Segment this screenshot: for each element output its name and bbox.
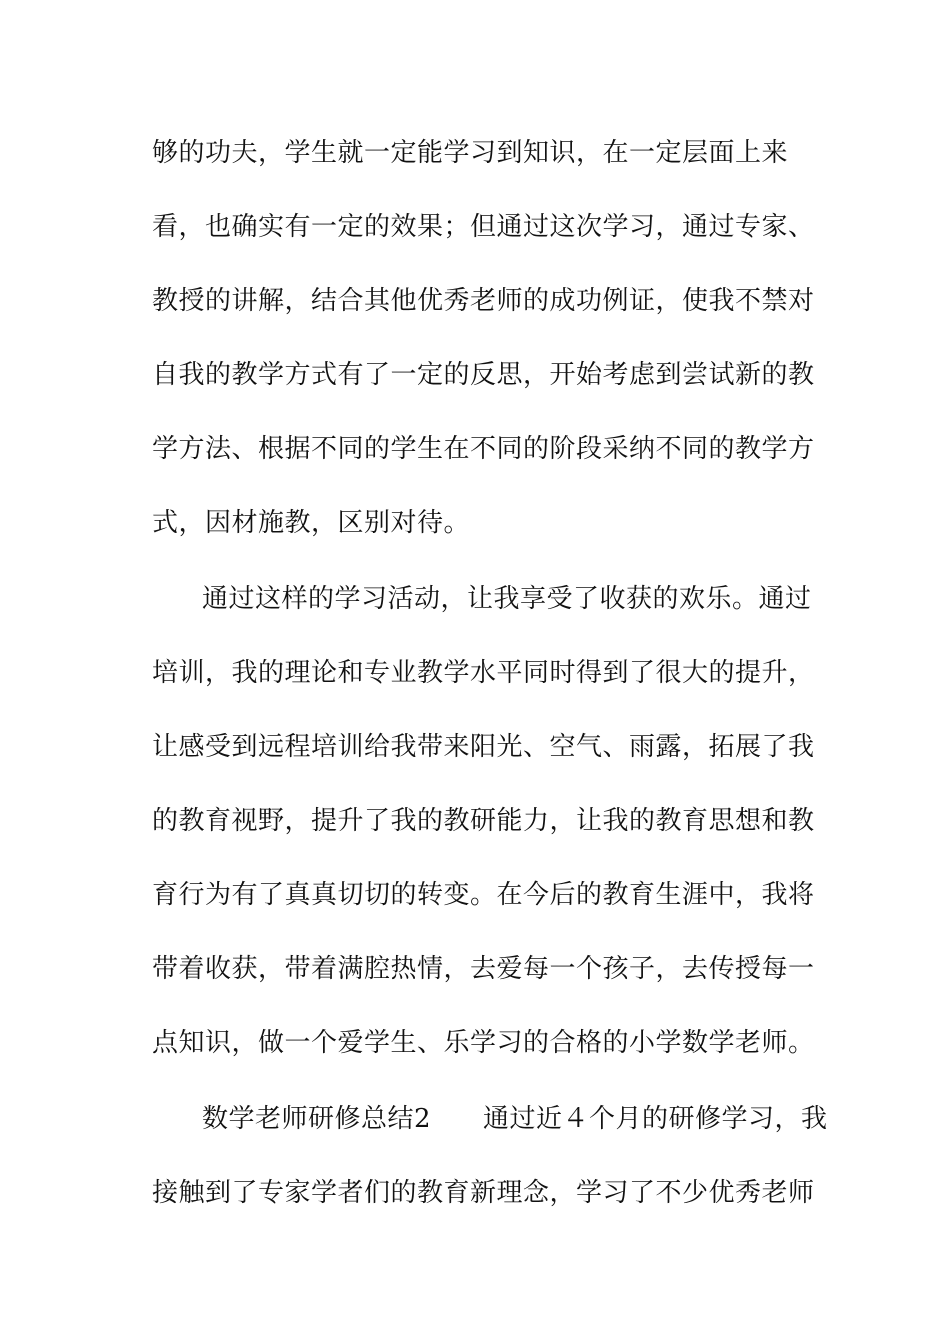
paragraph-line: 让感受到远程培训给我带来阳光、空气、雨露，拓展了我 — [152, 732, 815, 762]
paragraph-line: 教授的讲解，结合其他优秀老师的成功例证，使我不禁对 — [152, 286, 815, 316]
paragraph-line: 的教育视野，提升了我的教研能力，让我的教育思想和教 — [152, 806, 815, 836]
section-heading-line — [202, 1104, 828, 1134]
paragraph-line: 式，因材施教，区别对待。 — [152, 508, 471, 538]
paragraph-line: 带着收获，带着满腔热情，去爱每一个孩子，去传授每一 — [152, 954, 815, 984]
paragraph-line: 育行为有了真真切切的转变。在今后的教育生涯中，我将 — [152, 880, 815, 910]
paragraph-line: 够的功夫，学生就一定能学习到知识，在一定层面上来 — [152, 138, 789, 168]
paragraph-first-line-text: 通过近４个月的研修学习，我 — [483, 1104, 828, 1134]
paragraph-line: 点知识，做一个爱学生、乐学习的合格的小学数学老师。 — [152, 1028, 815, 1058]
paragraph-line: 看，也确实有一定的效果；但通过这次学习，通过专家、 — [152, 212, 815, 242]
paragraph-line: 接触到了专家学者们的教育新理念，学习了不少优秀老师 — [152, 1178, 815, 1208]
paragraph-line: 培训，我的理论和专业教学水平同时得到了很大的提升， — [152, 658, 815, 688]
section-heading: 数学老师研修总结2 — [202, 1104, 432, 1134]
paragraph-line: 通过这样的学习活动，让我享受了收获的欢乐。通过 — [202, 584, 812, 614]
paragraph-line: 自我的教学方式有了一定的反思，开始考虑到尝试新的教 — [152, 360, 815, 390]
paragraph-line: 学方法、根据不同的学生在不同的阶段采纳不同的教学方 — [152, 434, 815, 464]
